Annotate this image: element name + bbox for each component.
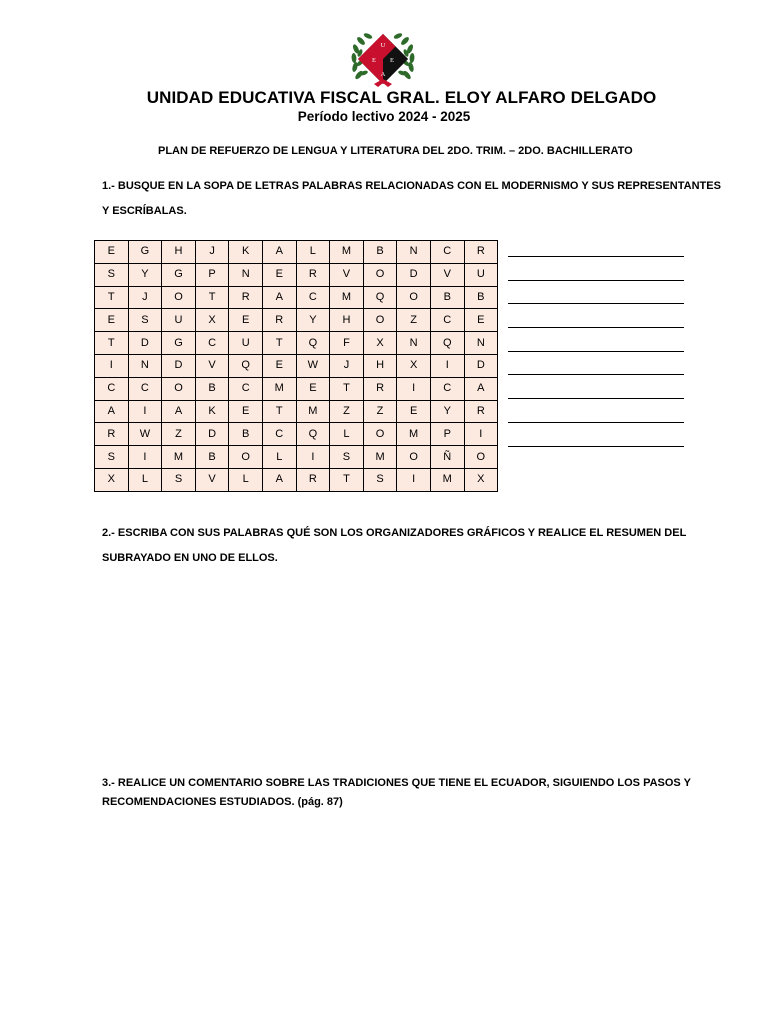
grid-cell: B	[363, 241, 397, 264]
ribbon-icon	[374, 79, 392, 87]
grid-cell: D	[162, 354, 196, 377]
grid-cell: X	[363, 332, 397, 355]
question-2: 2.- ESCRIBA CON SUS PALABRAS QUÉ SON LOS ORGANIZADORES GRÁFICOS Y REALICE EL RESUMEN DEL SUBRAYADO EN UNO DE ELLOS.	[102, 527, 687, 564]
grid-row	[95, 286, 498, 309]
grid-cell: Q	[296, 332, 330, 355]
grid-cell: O	[464, 446, 498, 469]
grid-cell: R	[95, 423, 129, 446]
grid-cell: S	[330, 446, 364, 469]
grid-cell: J	[330, 354, 364, 377]
grid-cell: I	[128, 446, 162, 469]
grid-cell: O	[162, 286, 196, 309]
grid-cell: Q	[229, 354, 263, 377]
grid-cell: R	[229, 286, 263, 309]
grid-cell: C	[296, 286, 330, 309]
grid-cell: Ñ	[430, 446, 464, 469]
grid-row	[95, 332, 498, 355]
grid-cell: S	[363, 468, 397, 491]
grid-cell: Y	[296, 309, 330, 332]
school-period: Período lectivo 2024 - 2025	[297, 109, 471, 124]
grid-cell: T	[330, 377, 364, 400]
grid-cell: O	[162, 377, 196, 400]
grid-cell: N	[397, 332, 431, 355]
grid-cell: E	[229, 309, 263, 332]
grid-cell: O	[229, 446, 263, 469]
grid-cell: M	[262, 377, 296, 400]
question-1: 1.- BUSQUE EN LA SOPA DE LETRAS PALABRAS RELACIONADAS CON EL MODERNISMO Y SUS REPRESENTANTES Y ESCRÍBALAS.	[102, 180, 721, 217]
grid-row	[95, 263, 498, 286]
grid-cell: B	[195, 377, 229, 400]
grid-cell: A	[262, 241, 296, 264]
grid-cell: M	[363, 446, 397, 469]
grid-cell: T	[330, 468, 364, 491]
grid-cell: D	[128, 332, 162, 355]
logo-letter-e1: E	[372, 57, 376, 64]
grid-cell: L	[296, 241, 330, 264]
grid-cell: Z	[162, 423, 196, 446]
grid-cell: A	[262, 286, 296, 309]
grid-cell: E	[262, 263, 296, 286]
grid-cell: B	[195, 446, 229, 469]
grid-cell: A	[95, 400, 129, 423]
grid-cell: T	[95, 286, 129, 309]
grid-cell: I	[430, 354, 464, 377]
answer-line[interactable]	[508, 303, 684, 304]
grid-row	[95, 354, 498, 377]
grid-cell: L	[262, 446, 296, 469]
grid-cell: B	[229, 423, 263, 446]
grid-cell: S	[128, 309, 162, 332]
grid-cell: U	[162, 309, 196, 332]
grid-cell: C	[430, 377, 464, 400]
grid-cell: Q	[430, 332, 464, 355]
grid-cell: P	[195, 263, 229, 286]
grid-cell: I	[95, 354, 129, 377]
grid-cell: T	[262, 332, 296, 355]
grid-cell: L	[128, 468, 162, 491]
answer-line[interactable]	[508, 446, 684, 447]
grid-cell: Z	[363, 400, 397, 423]
grid-cell: H	[162, 241, 196, 264]
answer-line[interactable]	[508, 422, 684, 423]
answer-lines	[508, 256, 684, 469]
grid-cell: S	[95, 446, 129, 469]
grid-cell: V	[430, 263, 464, 286]
grid-cell: T	[262, 400, 296, 423]
grid-cell: R	[262, 309, 296, 332]
grid-cell: U	[229, 332, 263, 355]
grid-row	[95, 241, 498, 264]
grid-cell: X	[464, 468, 498, 491]
word-search-grid	[94, 240, 498, 492]
grid-cell: E	[95, 241, 129, 264]
grid-cell: Y	[128, 263, 162, 286]
grid-cell: M	[330, 286, 364, 309]
grid-cell: O	[363, 423, 397, 446]
answer-line[interactable]	[508, 351, 684, 352]
question-3: 3.- REALICE UN COMENTARIO SOBRE LAS TRADICIONES QUE TIENE EL ECUADOR, SIGUIENDO LOS PASOS Y RECOMENDACIONES ESTUDIADOS. (pág. 87)	[102, 777, 691, 808]
grid-cell: E	[262, 354, 296, 377]
grid-cell: R	[296, 468, 330, 491]
grid-cell: A	[262, 468, 296, 491]
grid-cell: E	[229, 400, 263, 423]
grid-cell: M	[162, 446, 196, 469]
answer-line[interactable]	[508, 256, 684, 257]
grid-cell: M	[296, 400, 330, 423]
grid-cell: C	[430, 309, 464, 332]
answer-line[interactable]	[508, 280, 684, 281]
grid-cell: V	[330, 263, 364, 286]
grid-cell: I	[128, 400, 162, 423]
grid-row	[95, 446, 498, 469]
grid-cell: Q	[296, 423, 330, 446]
grid-cell: V	[195, 468, 229, 491]
school-name: UNIDAD EDUCATIVA FISCAL GRAL. ELOY ALFARO DELGADO	[146, 88, 657, 107]
logo-letter-e2: E	[390, 57, 394, 64]
grid-cell: M	[397, 423, 431, 446]
grid-cell: M	[430, 468, 464, 491]
grid-cell: C	[229, 377, 263, 400]
grid-cell: D	[464, 354, 498, 377]
grid-cell: R	[296, 263, 330, 286]
grid-cell: C	[430, 241, 464, 264]
grid-cell: N	[229, 263, 263, 286]
grid-cell: J	[128, 286, 162, 309]
logo-letter-u: U	[380, 42, 386, 49]
grid-cell: X	[95, 468, 129, 491]
grid-cell: N	[128, 354, 162, 377]
grid-cell: O	[363, 263, 397, 286]
grid-cell: N	[397, 241, 431, 264]
grid-cell: R	[363, 377, 397, 400]
grid-cell: I	[397, 468, 431, 491]
grid-cell: K	[229, 241, 263, 264]
grid-cell: G	[162, 332, 196, 355]
grid-cell: J	[195, 241, 229, 264]
grid-cell: F	[330, 332, 364, 355]
grid-cell: A	[464, 377, 498, 400]
grid-cell: T	[195, 286, 229, 309]
grid-cell: X	[195, 309, 229, 332]
grid-cell: S	[162, 468, 196, 491]
grid-cell: B	[430, 286, 464, 309]
answer-line[interactable]	[508, 398, 684, 399]
grid-row	[95, 468, 498, 491]
school-logo	[350, 31, 416, 89]
grid-cell: I	[464, 423, 498, 446]
grid-cell: B	[464, 286, 498, 309]
grid-cell: E	[296, 377, 330, 400]
grid-cell: G	[128, 241, 162, 264]
grid-cell: L	[330, 423, 364, 446]
grid-cell: U	[464, 263, 498, 286]
grid-cell: C	[95, 377, 129, 400]
grid-cell: E	[464, 309, 498, 332]
grid-row	[95, 309, 498, 332]
grid-cell: V	[195, 354, 229, 377]
grid-cell: D	[195, 423, 229, 446]
grid-cell: H	[363, 354, 397, 377]
grid-cell: S	[95, 263, 129, 286]
plan-title: PLAN DE REFUERZO DE LENGUA Y LITERATURA DEL 2DO. TRIM. – 2DO. BACHILLERATO	[158, 145, 633, 157]
grid-cell: Q	[363, 286, 397, 309]
grid-row	[95, 377, 498, 400]
grid-cell: O	[363, 309, 397, 332]
grid-cell: X	[397, 354, 431, 377]
grid-cell: W	[128, 423, 162, 446]
grid-cell: W	[296, 354, 330, 377]
grid-cell: Y	[430, 400, 464, 423]
grid-cell: H	[330, 309, 364, 332]
grid-cell: D	[397, 263, 431, 286]
grid-cell: Z	[330, 400, 364, 423]
grid-cell: P	[430, 423, 464, 446]
grid-cell: G	[162, 263, 196, 286]
grid-cell: I	[397, 377, 431, 400]
answer-line[interactable]	[508, 327, 684, 328]
grid-cell: C	[262, 423, 296, 446]
grid-cell: T	[95, 332, 129, 355]
grid-cell: A	[162, 400, 196, 423]
grid-cell: R	[464, 400, 498, 423]
grid-cell: E	[397, 400, 431, 423]
grid-cell: R	[464, 241, 498, 264]
grid-cell: C	[195, 332, 229, 355]
grid-cell: O	[397, 446, 431, 469]
grid-cell: L	[229, 468, 263, 491]
grid-cell: M	[330, 241, 364, 264]
grid-cell: O	[397, 286, 431, 309]
grid-cell: C	[128, 377, 162, 400]
grid-cell: Z	[397, 309, 431, 332]
grid-cell: I	[296, 446, 330, 469]
answer-line[interactable]	[508, 374, 684, 375]
grid-cell: K	[195, 400, 229, 423]
logo-letter-a: A	[380, 71, 386, 78]
grid-cell: E	[95, 309, 129, 332]
grid-row	[95, 423, 498, 446]
grid-row	[95, 400, 498, 423]
grid-cell: N	[464, 332, 498, 355]
